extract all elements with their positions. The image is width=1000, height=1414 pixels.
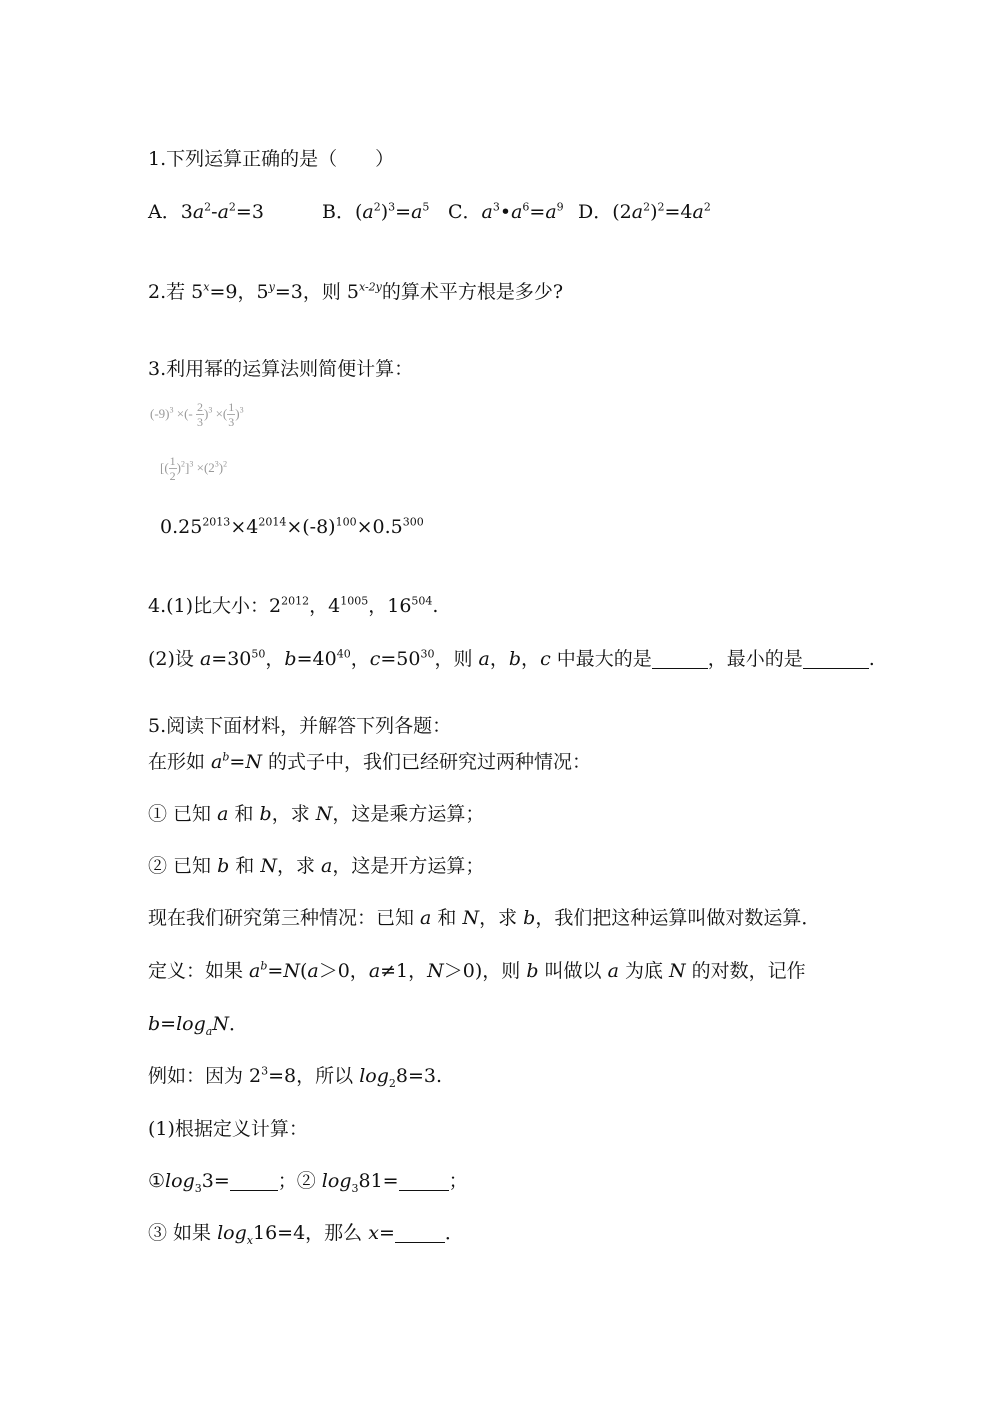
q5-log-notation: $b=\log_aN$． bbox=[148, 1013, 248, 1038]
q4-part-1: 4.(1)比大小：$2^{2012}$，$4^{1005}$，$16^{504}$. bbox=[148, 594, 439, 617]
q5-sub-1-item-3: ③ 如果 $\log_x16=4$，那么 x= ． bbox=[148, 1222, 464, 1247]
q3-expression-2: [( $\frac{1}{2}$ )$^2]^3 \times(2^3)^2$ bbox=[160, 454, 228, 484]
q5-sub-1-items: $①\log_33=$ ；② $\log_381=$ ； bbox=[148, 1170, 468, 1195]
q5-case-2: ② 已知 b 和 N，求 a，这是开方运算； bbox=[148, 855, 485, 877]
q4-part-2: (2)设 $a=30^{50}$，$b=40^{40}$，$c=50^{30}$，则 a，b，c 中最大的是 ，最小的是 . bbox=[148, 647, 875, 670]
q3-stem: 3.利用幂的运算法则简便计算： bbox=[148, 358, 414, 380]
q1-option-c: C．$a^3•a^6=a^9$ bbox=[448, 200, 564, 223]
q1-option-d: D．$(2a^2)^2=4a^2$ bbox=[578, 200, 711, 223]
q4-min-blank[interactable] bbox=[803, 651, 869, 669]
q5-x-blank[interactable] bbox=[395, 1225, 445, 1243]
fraction-one-half: $\frac{1}{2}$ bbox=[169, 454, 176, 484]
q5-case-1: ① 已知 a 和 b，求 N，这是乘方运算； bbox=[148, 803, 485, 825]
fraction-two-thirds: $\frac{2}{3}$ bbox=[197, 400, 203, 430]
q5-example: 例如：因为 $2^3=8$，所以 $\log_28=3$. bbox=[148, 1064, 443, 1090]
q5-sub-1: (1)根据定义计算： bbox=[148, 1118, 308, 1140]
q5-definition: 定义：如果 $a^b=N(a>0$，a≠1，N＞0)，则 b 叫做以 a 为底 N 的对数，记作 bbox=[148, 959, 806, 982]
q1-stem: 1.下列运算正确的是（ ） bbox=[148, 148, 395, 170]
q5-stem: 5.阅读下面材料，并解答下列各题： bbox=[148, 715, 452, 737]
q3-expression-1: $(-9)^3$ ×(- $\frac{2}{3}$ )$^3$ ×( $\frac{1}{3}$ )$^3$ bbox=[150, 400, 244, 430]
q5-case-3: 现在我们研究第三种情况：已知 a 和 N，求 b，我们把这种运算叫做对数运算． bbox=[148, 907, 821, 929]
q5-log3-81-blank[interactable] bbox=[399, 1173, 449, 1191]
q1-option-a: A．$3a^2-a^2=3$ bbox=[148, 200, 264, 223]
q3-expression-3: $0.25^{2013}\times 4^{2014}\times(-8)^{100}\times 0.5^{300}$ bbox=[160, 515, 424, 538]
q5-intro: 在形如 $a^b=N$ 的式子中，我们已经研究过两种情况： bbox=[148, 750, 592, 773]
q1-option-b: B．$(a^2)^3=a^5$ bbox=[322, 200, 430, 223]
q2-text: 2.若 $5^x=9$，$5^y=3$，则 $5^{x-2y}$的算术平方根是多少? bbox=[148, 280, 564, 303]
fraction-one-third: $\frac{1}{3}$ bbox=[228, 400, 235, 430]
q5-log3-3-blank[interactable] bbox=[230, 1173, 278, 1191]
q4-max-blank[interactable] bbox=[652, 651, 708, 669]
